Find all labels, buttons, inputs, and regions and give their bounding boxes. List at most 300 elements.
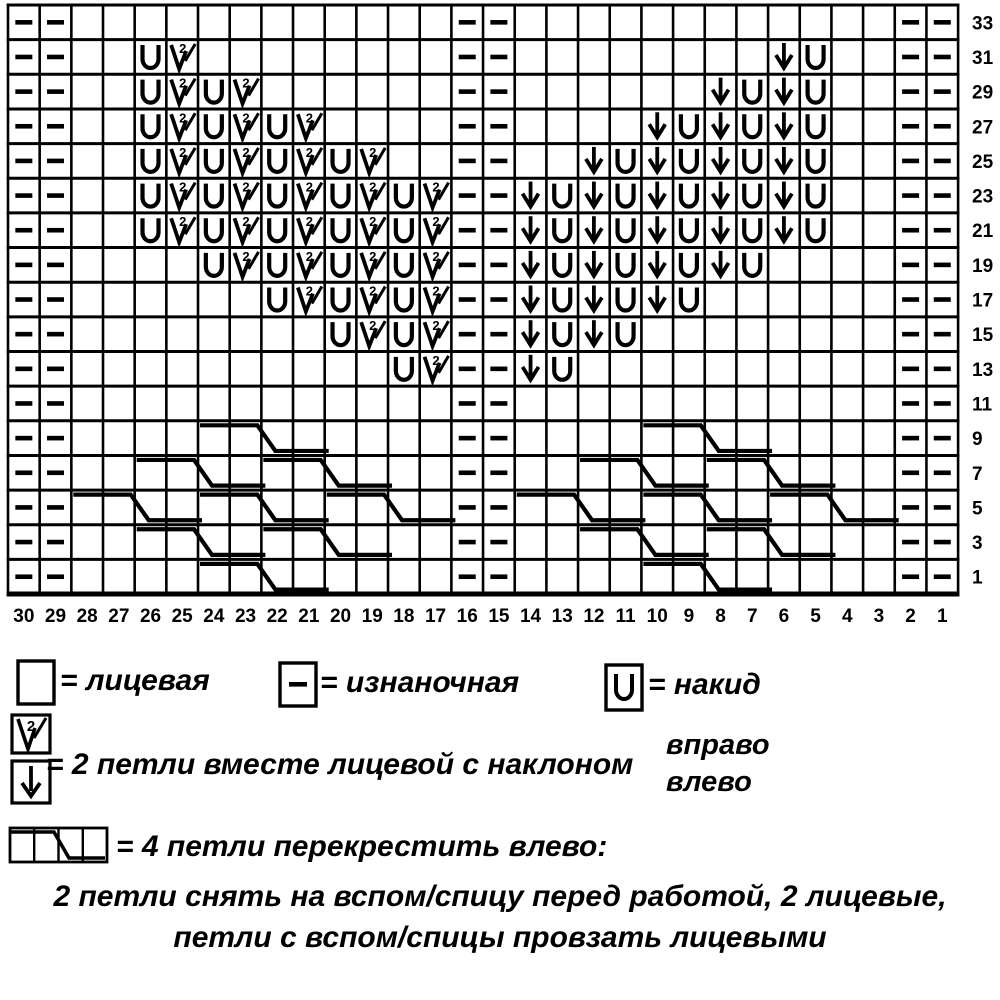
svg-text:2: 2 [432,283,440,299]
yarn-over-symbol [681,218,697,241]
yarn-over-symbol [333,218,349,241]
cable-left-cross-symbol [770,495,899,521]
row-number-label: 29 [972,82,994,104]
purl-dash-symbol [934,193,951,198]
dec2-left-symbol [586,182,602,207]
yarn-over-symbol [808,114,824,137]
yarn-over-symbol [269,114,285,137]
row-number-label: 7 [972,463,983,485]
yarn-over-symbol [333,322,349,345]
purl-dash-symbol [47,55,64,60]
cable-left-cross-symbol [200,495,329,521]
cable-left-cross-symbol [580,460,709,486]
column-number-label: 22 [266,606,288,628]
dec2-right-symbol [235,76,259,104]
purl-dash-symbol [459,263,476,268]
dec2-left-symbol [713,112,729,137]
purl-dash-symbol [47,159,64,164]
column-number-label: 23 [234,606,257,628]
purl-dash-symbol [934,228,951,233]
svg-text:2: 2 [369,179,377,195]
dec2-left-symbol [649,147,665,172]
column-number-label: 27 [108,606,130,628]
svg-text:2: 2 [369,214,377,230]
purl-dash-symbol [902,159,919,164]
svg-text:2: 2 [179,75,187,91]
dec2-right-symbol [171,76,195,104]
purl-dash-symbol [490,436,507,441]
dec2-right-symbol [235,180,259,208]
row-number-label: 9 [972,429,983,451]
svg-text:2: 2 [432,214,440,230]
column-number-label: 4 [841,606,853,628]
purl-dash-symbol [47,20,64,25]
purl-dash-symbol [934,89,951,94]
row-number-label: 33 [972,13,994,35]
purl-dash-symbol [490,263,507,268]
row-number-label: 15 [972,325,994,347]
yarn-over-symbol [143,184,159,207]
dec2-left-symbol [776,182,792,207]
dec2-left-symbol [649,286,665,311]
dec2-right-symbol [171,41,195,69]
purl-dash-symbol [902,540,919,545]
yarn-over-symbol [681,114,697,137]
purl-dash-symbol [459,297,476,302]
purl-dash-symbol [459,436,476,441]
purl-dash-symbol [47,505,64,510]
column-number-label: 20 [329,606,352,628]
column-number-label: 11 [615,606,636,628]
yarn-over-symbol [744,253,760,276]
yarn-over-symbol [269,149,285,172]
yarn-over-symbol [744,184,760,207]
purl-dash-symbol [15,332,32,337]
yarn-over-symbol [808,184,824,207]
dec2-left-symbol [713,251,729,276]
dec2-right-symbol [235,145,259,173]
yarn-over-symbol [333,288,349,311]
dec2-left-symbol [586,286,602,311]
yarn-over-symbol [396,288,412,311]
row-number-label: 11 [972,394,993,416]
purl-dash-symbol [15,159,32,164]
yarn-over-symbol [143,218,159,241]
cable-left-cross-symbol [200,564,329,590]
purl-dash-symbol [902,470,919,475]
purl-dash-symbol [15,228,32,233]
dec2-right-symbol [298,214,322,242]
purl-dash-symbol [490,332,507,337]
yarn-over-symbol [269,184,285,207]
column-number-label: 12 [583,606,605,628]
purl-dash-symbol [459,20,476,25]
purl-dash-symbol [459,540,476,545]
purl-dash-symbol [15,540,32,545]
purl-dash-symbol [459,574,476,579]
row-number-label: 21 [972,221,994,243]
yarn-over-symbol [554,253,570,276]
yarn-over-symbol [206,149,222,172]
svg-text:2: 2 [432,318,440,334]
yarn-over-symbol [554,218,570,241]
purl-dash-symbol [902,124,919,129]
purl-dash-symbol [934,574,951,579]
purl-dash-symbol [47,89,64,94]
purl-dash-symbol [934,367,951,372]
dec2-right-symbol [298,145,322,173]
dec2-right-symbol [361,180,385,208]
svg-text:2: 2 [305,283,313,299]
dec2-right-word: вправо [666,729,770,761]
column-number-label: 1 [936,606,948,628]
grid-lines [7,4,960,597]
purl-dash-symbol [490,20,507,25]
svg-text:2: 2 [432,352,440,368]
yarn-over-symbol [681,253,697,276]
yarn-over-symbol [269,288,285,311]
yarn-over-symbol [333,149,349,172]
purl-dash-symbol [15,89,32,94]
yarn-over-symbol [143,80,159,103]
purl-dash-symbol [490,367,507,372]
svg-text:2: 2 [305,248,313,264]
purl-dash-symbol [490,540,507,545]
purl-dash-symbol [902,401,919,406]
svg-text:2: 2 [179,40,187,56]
purl-dash-symbol [902,263,919,268]
purl-dash-symbol [459,228,476,233]
yarn-over-symbol [618,253,634,276]
purl-dash-symbol [15,436,32,441]
dec2-right-symbol [425,318,449,346]
yarn-over-symbol [808,80,824,103]
cable-note-line1: 2 петли снять на вспом/спицу перед работой, 2 лицевые, [53,880,947,913]
dec2-left-symbol [523,216,539,241]
purl-dash-symbol [459,124,476,129]
purl-dash-symbol [15,470,32,475]
row-number-label: 17 [972,290,994,312]
purl-dash-symbol [47,332,64,337]
dec2-right-symbol [298,284,322,312]
column-number-label: 8 [715,606,726,628]
row-number-label: 13 [972,359,994,381]
purl-dash-symbol [47,436,64,441]
purl-dash-symbol [47,540,64,545]
purl-dash-symbol [934,332,951,337]
purl-dash-symbol [934,470,951,475]
dec2-left-symbol [713,78,729,103]
column-number-label: 5 [810,606,821,628]
yarn-over-symbol [618,288,634,311]
purl-dash-symbol [15,505,32,510]
dec2-left-symbol [649,251,665,276]
svg-text:2: 2 [369,248,377,264]
dec2-left-symbol [649,182,665,207]
purl-dash-symbol [934,263,951,268]
purl-dash-symbol [15,124,32,129]
row-number-label: 1 [972,567,983,589]
purl-stitch-icon [276,660,322,715]
purl-dash-symbol [902,228,919,233]
yarn-over-symbol [554,322,570,345]
yarn-over-symbol [143,45,159,68]
purl-dash-symbol [459,470,476,475]
dec2-label: = 2 петли вместе лицевой с наклоном [46,748,634,781]
dec2-right-symbol [361,318,385,346]
purl-dash-symbol [490,297,507,302]
dec2-right-symbol [425,284,449,312]
dec2-left-symbol [776,78,792,103]
yarn-over-symbol [206,218,222,241]
purl-dash-symbol [459,401,476,406]
purl-dash-symbol [47,574,64,579]
purl-dash-symbol [902,574,919,579]
purl-stitch-label: = изнаночная [320,666,520,699]
column-number-label: 28 [76,606,98,628]
purl-dash-symbol [15,367,32,372]
yarn-over-symbol [396,322,412,345]
purl-dash-symbol [15,263,32,268]
yarn-over-symbol [744,80,760,103]
purl-dash-symbol [902,505,919,510]
dec2-right-symbol [425,180,449,208]
svg-text:2: 2 [179,144,187,160]
purl-dash-symbol [934,20,951,25]
purl-dash-symbol [902,55,919,60]
dec2-right-symbol [361,145,385,173]
purl-dash-symbol [934,55,951,60]
yarn-over-symbol [744,114,760,137]
yarn-over-symbol [681,149,697,172]
svg-text:2: 2 [369,144,377,160]
row-number-label: 25 [972,151,994,173]
yarn-over-symbol [554,357,570,380]
dec2-left-symbol [713,182,729,207]
dec2-left-symbol [713,147,729,172]
column-number-label: 21 [298,606,320,628]
column-number-label: 29 [44,606,67,628]
dec2-right-symbol [425,214,449,242]
purl-dash-symbol [934,159,951,164]
purl-dash-symbol [934,436,951,441]
dec2-left-symbol [776,43,792,68]
purl-dash-symbol [490,574,507,579]
dec2-left-symbol [713,216,729,241]
yarn-over-symbol [206,80,222,103]
column-number-label: 14 [519,606,542,628]
row-number-label: 27 [972,117,994,139]
purl-dash-symbol [47,124,64,129]
purl-dash-symbol [902,297,919,302]
yarn-over-symbol [143,149,159,172]
yarn-over-icon [602,662,648,719]
svg-text:2: 2 [242,248,250,264]
dec2-left-symbol [586,216,602,241]
yarn-over-symbol [681,288,697,311]
dec2-right-symbol [235,249,259,277]
dec2-right-symbol [171,145,195,173]
purl-dash-symbol [490,159,507,164]
svg-text:2: 2 [432,179,440,195]
purl-dash-symbol [459,159,476,164]
column-number-label: 10 [646,606,668,628]
yarn-over-symbol [206,114,222,137]
yarn-over-symbol [808,218,824,241]
row-number-label: 3 [972,533,983,555]
yarn-over-symbol [206,253,222,276]
svg-text:2: 2 [26,718,36,735]
purl-dash-symbol [490,401,507,406]
svg-text:2: 2 [242,144,250,160]
dec2-left-symbol [776,147,792,172]
column-number-label: 2 [905,606,916,628]
yarn-over-symbol [269,253,285,276]
dec2-right-symbol [171,180,195,208]
row-number-label: 5 [972,498,983,520]
purl-dash-symbol [47,263,64,268]
yarn-over-symbol [333,253,349,276]
column-number-label: 30 [13,606,35,628]
svg-text:2: 2 [305,110,313,126]
svg-text:2: 2 [179,110,187,126]
cable-left-cross-symbol [707,529,836,555]
yarn-over-symbol [269,218,285,241]
yarn-over-symbol [744,218,760,241]
dec2-right-symbol [361,249,385,277]
purl-dash-symbol [15,574,32,579]
purl-dash-symbol [15,20,32,25]
column-number-label: 19 [361,606,383,628]
yarn-over-symbol [143,114,159,137]
row-number-label: 19 [972,255,994,277]
yarn-over-symbol [618,184,634,207]
cable-left-cross-symbol [137,529,266,555]
purl-dash-symbol [15,55,32,60]
column-number-label: 24 [203,606,225,628]
cable-left-cross-symbol [643,425,772,451]
knit-stitch-icon [14,658,60,713]
cable-left-cross-symbol [137,460,266,486]
svg-text:2: 2 [305,179,313,195]
cable-label: = 4 петли перекрестить влево: [116,830,608,863]
dec2-left-symbol [523,320,539,345]
dec2-right-symbol [235,110,259,138]
column-number-label: 17 [424,606,447,628]
purl-dash-symbol [490,124,507,129]
dec2-left-symbol [586,320,602,345]
svg-text:2: 2 [432,248,440,264]
yarn-over-symbol [396,218,412,241]
purl-dash-symbol [490,89,507,94]
dec2-left-symbol [649,216,665,241]
row-number-label: 23 [972,186,994,208]
dec2-left-symbol [523,251,539,276]
yarn-over-symbol [808,149,824,172]
dec2-left-symbol [649,112,665,137]
yarn-over-symbol [554,288,570,311]
purl-dash-symbol [459,367,476,372]
yarn-over-symbol [618,322,634,345]
yarn-over-symbol [206,184,222,207]
yarn-over-symbol [618,149,634,172]
yarn-over-symbol [744,149,760,172]
purl-dash-symbol [459,193,476,198]
purl-dash-symbol [459,89,476,94]
column-number-label: 26 [139,606,162,628]
dec2-right-symbol [425,353,449,381]
yarn-over-symbol [808,45,824,68]
column-number-label: 18 [393,606,415,628]
purl-dash-symbol [902,20,919,25]
dec2-right-symbol [425,249,449,277]
svg-text:2: 2 [369,318,377,334]
yarn-over-symbol [618,218,634,241]
svg-text:2: 2 [369,283,377,299]
purl-dash-symbol [47,401,64,406]
dec2-right-symbol [361,214,385,242]
dec2-right-symbol [171,214,195,242]
cable-left-cross-symbol [517,495,646,521]
purl-dash-symbol [459,332,476,337]
purl-dash-symbol [902,193,919,198]
yarn-over-symbol [333,184,349,207]
dec2-left-symbol [776,112,792,137]
purl-dash-symbol [902,89,919,94]
chart-labels [13,13,993,627]
purl-dash-symbol [490,228,507,233]
cable-left-cross-symbol [643,495,772,521]
purl-dash-symbol [459,55,476,60]
column-number-label: 25 [171,606,193,628]
purl-dash-symbol [934,540,951,545]
purl-dash-symbol [47,367,64,372]
cable-left-cross-symbol [580,529,709,555]
purl-dash-symbol [47,193,64,198]
dec2-left-symbol [523,182,539,207]
column-number-label: 3 [873,606,885,628]
cable-left-cross-symbol [200,425,329,451]
dec2-left-symbol [523,355,539,380]
svg-text:2: 2 [242,110,250,126]
svg-text:2: 2 [179,179,187,195]
dec2-left-symbol [523,286,539,311]
cable-left-cross-symbol [327,495,456,521]
dec2-left-symbol [586,147,602,172]
cable-left-cross-symbol [707,460,836,486]
column-number-label: 9 [683,606,695,628]
purl-dash-symbol [934,401,951,406]
yarn-over-symbol [396,184,412,207]
dec2-right-symbol [298,249,322,277]
cable-note-line2: петли с вспом/спицы провзать лицевыми [173,921,827,954]
purl-dash-symbol [934,505,951,510]
purl-dash-symbol [15,401,32,406]
cable-left-cross-symbol [73,495,202,521]
row-number-label: 31 [972,47,994,69]
dec2-right-symbol [298,110,322,138]
dec2-left-symbol [586,251,602,276]
purl-dash-symbol [902,367,919,372]
purl-dash-symbol [490,470,507,475]
cable-left-cross-icon [8,824,112,873]
purl-dash-symbol [15,193,32,198]
cable-left-cross-symbol [263,460,392,486]
dec2-left-symbol [776,216,792,241]
purl-dash-symbol [902,332,919,337]
dec2-right-symbol [361,284,385,312]
purl-dash-symbol [47,297,64,302]
